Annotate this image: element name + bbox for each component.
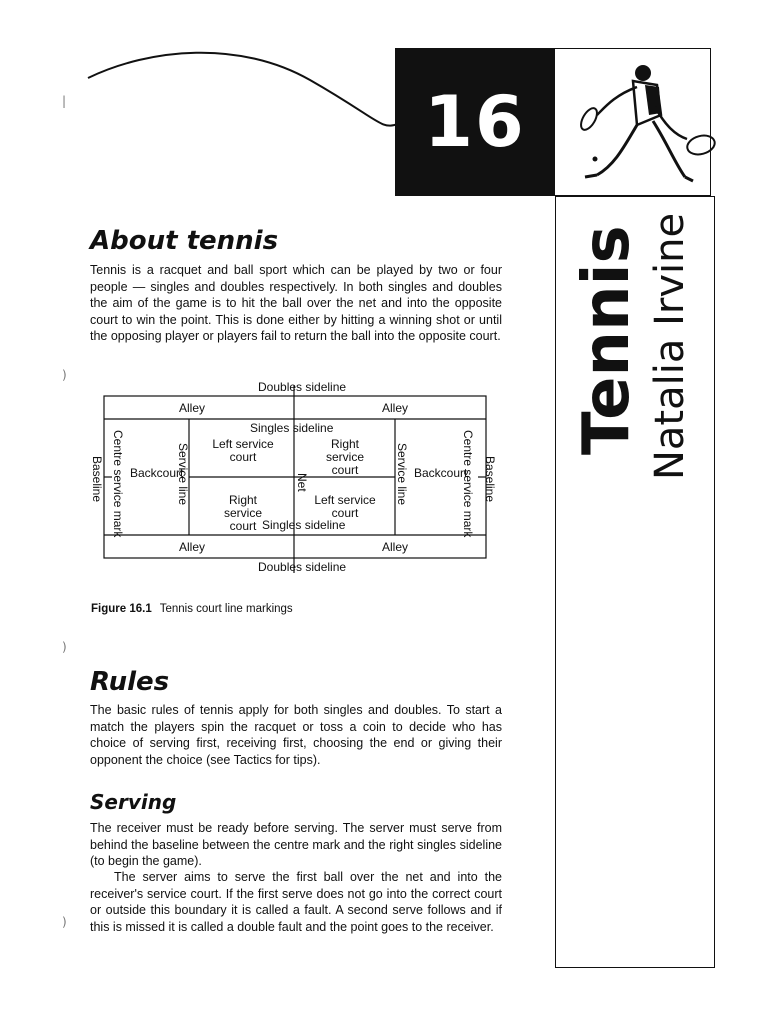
left-service-court-bottom-label: Left service court	[314, 493, 376, 520]
figure-label: Figure 16.1	[91, 603, 152, 615]
right-service-court-bottom-label: Right service court	[223, 493, 262, 533]
centre-service-mark-right-label: Centre service mark	[461, 430, 475, 538]
ball-trajectory-curve	[80, 40, 400, 140]
centre-service-mark-left-label: Centre service mark	[111, 430, 125, 538]
baseline-right-label: Baseline	[483, 456, 497, 503]
baseline-left-label: Baseline	[90, 456, 104, 503]
right-service-court-top-label: Right service court	[325, 437, 364, 477]
service-line-left-label: Service line	[176, 443, 190, 506]
about-heading: About tennis	[90, 226, 279, 256]
margin-mark: )	[62, 640, 67, 654]
about-text: Tennis is a racquet and ball sport which can be played by two or four people — singles and doubles respectively. In both singles and doubles the aim of the game is to hit the ball over the net and into the opposite court to win the point. This is done either by hitting a winning shot or until the opposing player or players fail to return the ball into the opposite court.	[90, 263, 502, 343]
alley-top-right-label: Alley	[382, 401, 409, 415]
singles-sideline-top-label: Singles sideline	[250, 421, 334, 435]
rules-heading: Rules	[90, 667, 170, 697]
margin-mark: |	[62, 94, 67, 108]
margin-mark: )	[62, 915, 67, 929]
figure-caption-text: Tennis court line markings	[159, 603, 293, 615]
backcourt-right-label: Backcourt	[414, 466, 468, 480]
service-line-right-label: Service line	[395, 443, 409, 506]
figure-caption	[91, 603, 293, 615]
doubles-sideline-top-label: Doubles sideline	[258, 380, 347, 394]
alley-bottom-right-label: Alley	[382, 540, 409, 554]
alley-bottom-left-label: Alley	[179, 540, 206, 554]
rules-text: The basic rules of tennis apply for both singles and doubles. To start a match the players spin the racquet or toss a coin to decide who has choice of serving first, receiving first, choosing the end or giving their opponent the choice (see Tactics for tips).	[90, 703, 502, 767]
serving-paragraph-2: The server aims to serve the first ball over the net and into the receiver's service court. If the first serve does not go into the correct court or outside this boundary it is called a fault. A second serve follows and if this is missed it is called a double fault and the point goes to the receiver.	[90, 870, 502, 934]
serving-heading: Serving	[90, 790, 177, 814]
left-service-court-top-label: Left service court	[212, 437, 274, 464]
serving-paragraph-1: The receiver must be ready before serving. The server must serve from behind the baseline between the centre mark and the right singles sideline (to begin the game).	[90, 821, 502, 868]
chapter-number: 16	[395, 48, 555, 196]
chapter-author: Natalia Irvine	[647, 212, 693, 480]
chapter-title: Tennis	[570, 225, 644, 455]
margin-mark: )	[62, 368, 67, 382]
backcourt-left-label: Backcourt	[130, 466, 184, 480]
alley-top-left-label: Alley	[179, 401, 206, 415]
doubles-sideline-bottom-label: Doubles sideline	[258, 560, 347, 574]
header-figure-panel	[555, 48, 711, 196]
tennis-player-icon	[575, 55, 725, 200]
singles-sideline-bottom-label: Singles sideline	[262, 518, 346, 532]
net-label: Net	[295, 473, 309, 492]
